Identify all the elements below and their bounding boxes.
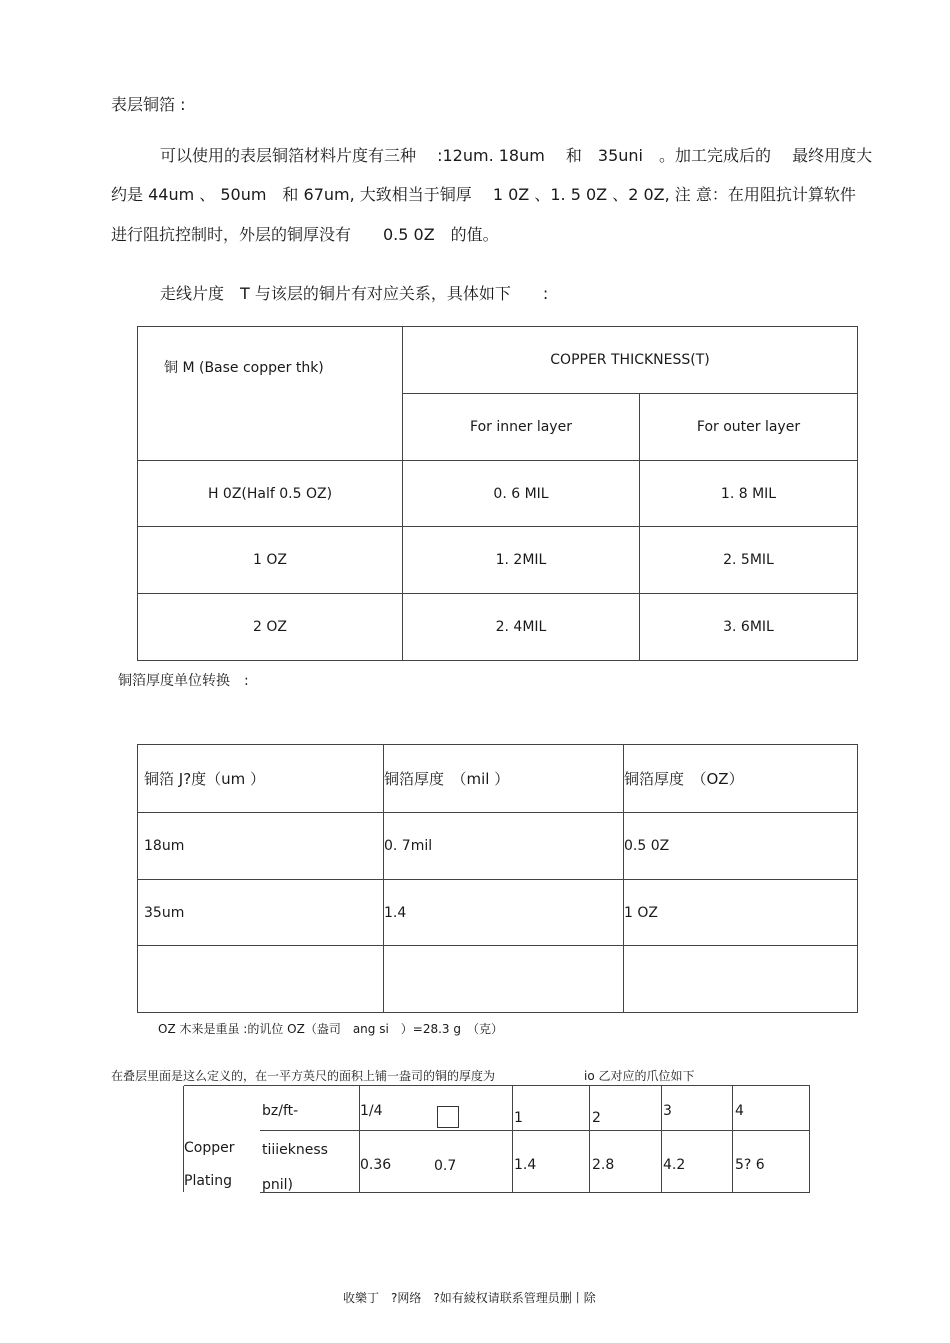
table-divider <box>260 1130 810 1131</box>
table-cell <box>624 946 858 1013</box>
table-cell: 2. 5MIL <box>640 527 858 594</box>
table-cell: 2. 4MIL <box>403 594 640 661</box>
table-cell: 1.4 <box>514 1157 537 1173</box>
table-row <box>138 461 858 527</box>
table-header-cell: 铜箔厚度 （OZ） <box>624 745 858 813</box>
stackup-note-left: 在叠层里面是这么定义的，在一平方英尺的面积上铺一盎司的铜的厚度为 <box>111 1069 496 1083</box>
table-label: Copper <box>184 1140 235 1156</box>
table-divider <box>661 1086 662 1193</box>
table-corner-header: 铜 M (Base copper thk) <box>138 327 403 461</box>
table-cell: 35um <box>138 880 384 946</box>
table-row-header: pnil) <box>262 1177 294 1193</box>
table-row-header: bz/ft- <box>262 1103 299 1119</box>
table-cell: 1.4 <box>384 880 624 946</box>
table-cell: 5? 6 <box>735 1157 765 1173</box>
table-divider <box>589 1086 590 1193</box>
stackup-note-right: io 乙对应的爪位如下 <box>584 1069 695 1083</box>
table-cell: 2 <box>592 1110 601 1126</box>
table-cell: 3. 6MIL <box>640 594 858 661</box>
unit-conversion-table <box>137 744 858 1013</box>
table-row <box>138 527 858 594</box>
unit-conversion-title: 铜箔厚度单位转换 : <box>118 673 249 689</box>
table-cell: 1 OZ <box>138 527 403 594</box>
table-cell: 18um <box>138 813 384 880</box>
oz-unit-note: OZ 木来是重虽 :的讥位 OZ（盎司 ang si ）=28.3 g （克） <box>158 1022 504 1036</box>
table-cell: 3 <box>663 1103 672 1119</box>
table-sub-header: For outer layer <box>640 394 858 461</box>
table-cell: 1. 2MIL <box>403 527 640 594</box>
table-cell: 2.8 <box>592 1157 615 1173</box>
table-cell: 0.5 0Z <box>624 813 858 880</box>
table-cell <box>138 946 384 1013</box>
paragraph-intro: 走线片度 T 与该层的铜片有对应关系，具体如下 : <box>160 284 549 303</box>
table-header-cell: 铜箔厚度 （mil ） <box>384 745 624 813</box>
table-row <box>138 594 858 661</box>
table-row <box>138 813 858 880</box>
table-row-header: tiiiekness <box>262 1142 328 1158</box>
table-cell: 0. 6 MIL <box>403 461 640 527</box>
table-cell: 4 <box>735 1103 744 1119</box>
table-cell: 0.7 <box>434 1158 457 1174</box>
table-cell: 1. 8 MIL <box>640 461 858 527</box>
table-cell: 0.36 <box>360 1157 392 1173</box>
table-row <box>138 946 858 1013</box>
section-heading: 表层铜箔 : <box>111 95 186 114</box>
table-divider <box>260 1192 810 1193</box>
table-divider <box>732 1086 733 1193</box>
paragraph-line: 可以使用的表层铜箔材料片度有三种 :12um. 18um 和 35uni 。加工完成后的 最终用度大 <box>160 146 873 165</box>
table-row <box>138 880 858 946</box>
table-divider <box>809 1086 810 1193</box>
table-cell: H 0Z(Half 0.5 OZ) <box>138 461 403 527</box>
table-cell: 1/4 <box>360 1103 383 1119</box>
table-cell: 1 <box>514 1110 523 1126</box>
copper-plating-table <box>184 1085 810 1193</box>
table-cell: 4.2 <box>663 1157 686 1173</box>
checkbox-icon <box>437 1106 459 1128</box>
paragraph-line: 约是 44um 、 50um 和 67um, 大致相当于铜厚 1 0Z 、1. 5 0Z 、2 0Z, 注 意：在用阻抗计算软件 <box>111 185 856 204</box>
table-cell: 1 OZ <box>624 880 858 946</box>
table-cell <box>384 946 624 1013</box>
table-cell: 2 OZ <box>138 594 403 661</box>
table-cell: 0. 7mil <box>384 813 624 880</box>
table-sub-header: For inner layer <box>403 394 640 461</box>
footer-notice: 收樂丁 ?网络 ?如有綾权请联系管理员删丨除 <box>343 1291 596 1305</box>
paragraph-line: 进行阻抗控制时，外层的铜厚没有 0.5 0Z 的值。 <box>111 225 499 244</box>
table-label: Plating <box>184 1173 233 1189</box>
table-divider <box>512 1086 513 1193</box>
table-group-header: COPPER THICKNESS(T) <box>403 327 858 394</box>
copper-thickness-table <box>137 326 858 661</box>
table-header-cell: 铜箔 J?度（um ） <box>138 745 384 813</box>
